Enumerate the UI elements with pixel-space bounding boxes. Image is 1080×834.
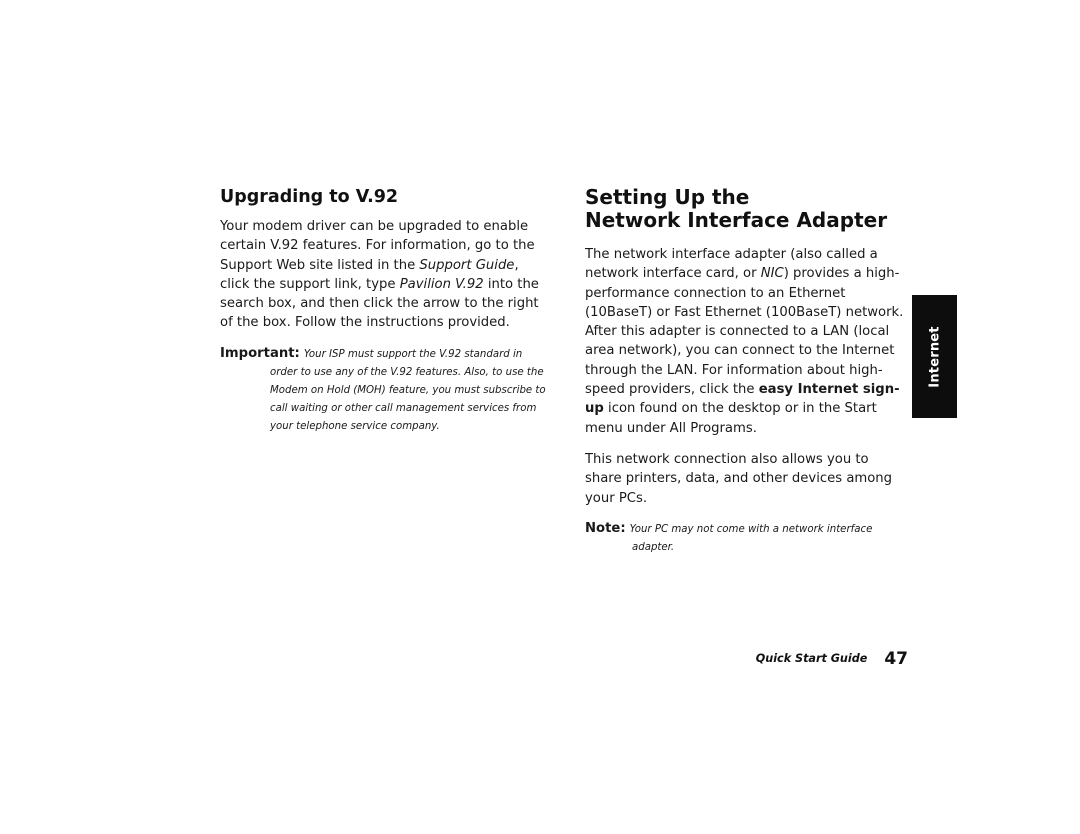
- right-column: [585, 186, 905, 557]
- easy-internet-signup-reference: easy Internet sign-up: [585, 382, 900, 417]
- page-title-line-1: Setting Up the: [585, 185, 750, 209]
- page-title: [585, 186, 905, 232]
- upgrade-paragraph: [220, 217, 550, 333]
- adapter-text-start: The network interface adapter (also called a network interface card, or: [585, 247, 878, 282]
- important-text: Your ISP must support the V.92 standard in order to use any of the V.92 features. Also, to use the Modem on Hold (MOH) feature, you must subscribe to call waiting or other call management services from your telephone service company.: [270, 348, 546, 432]
- important-callout: [220, 345, 550, 436]
- upgrade-text-middle: , click the support link, type: [220, 257, 519, 292]
- left-column: [220, 186, 550, 436]
- upgrade-text-start: Your modem driver can be upgraded to enable certain V.92 features. For information, go to the Support Web site listed in the: [220, 219, 535, 273]
- pavilion-search-term: Pavilion V.92: [399, 276, 484, 292]
- adapter-text-end: icon found on the desktop or in the Start menu under All Programs.: [585, 401, 877, 436]
- support-guide-reference: Support Guide: [419, 257, 515, 273]
- note-label: Note:: [585, 520, 626, 536]
- section-heading-upgrading: Upgrading to V.92: [220, 187, 399, 207]
- nic-term: NIC: [760, 266, 784, 282]
- sharing-paragraph: This network connection also allows you to share printers, data, and other devices among your PCs.: [585, 451, 893, 506]
- note-callout: [585, 520, 905, 557]
- chapter-tab-label: Internet: [927, 325, 942, 388]
- adapter-paragraph: [585, 245, 905, 438]
- chapter-tab: [912, 295, 957, 418]
- page-title-line-2: Network Interface Adapter: [585, 208, 888, 232]
- page-footer: [700, 648, 908, 669]
- upgrade-text-end: into the search box, and then click the arrow to the right of the box. Follow the instructions provided.: [220, 276, 539, 331]
- important-label: Important:: [220, 345, 300, 361]
- adapter-text-middle: ) provides a high-performance connection to an Ethernet (10BaseT) or Fast Ethernet (100BaseT) network. After this adapter is connected to a LAN (local area network), you can connect to the Internet through the LAN. For information about high-speed providers, click the: [585, 266, 904, 398]
- page-number: 47: [884, 648, 908, 669]
- note-text: Your PC may not come with a network interface adapter.: [629, 523, 873, 553]
- footer-guide-title: Quick Start Guide: [755, 652, 868, 665]
